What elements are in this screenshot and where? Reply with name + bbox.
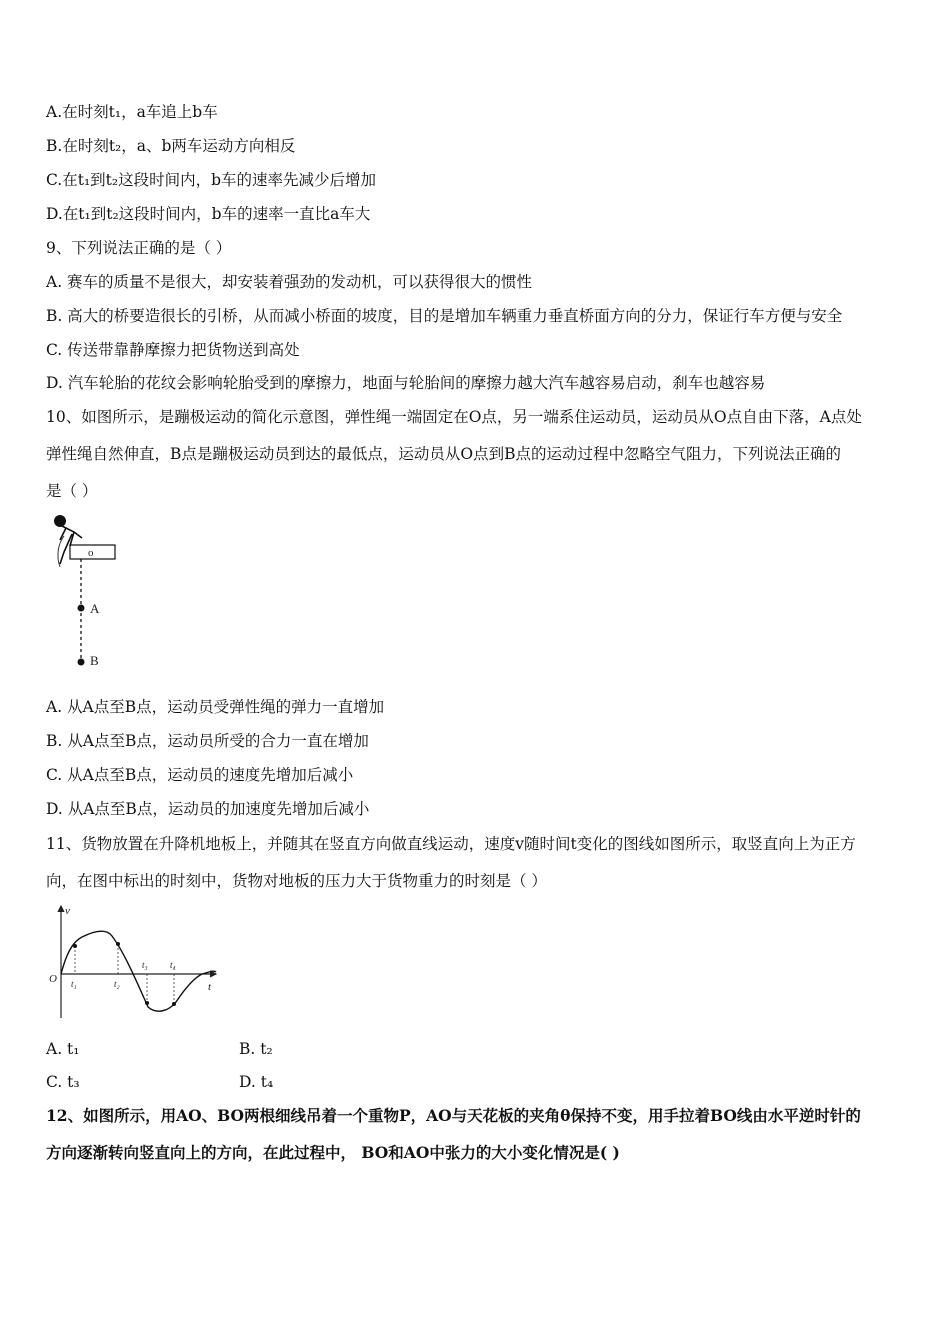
t1-point	[73, 944, 77, 948]
v-axis-label: v	[65, 905, 70, 917]
q10-stem-line-2: 弹性绳自然伸直，B点是蹦极运动员到达的最低点，运动员从O点到B点的运动过程中忽略空气阻力，下列说法正确的	[46, 445, 841, 463]
q9-option-d: D. 汽车轮胎的花纹会影响轮胎受到的摩擦力，地面与轮胎间的摩擦力越大汽车越容易启动，刹车也越容易	[46, 374, 766, 392]
q9-option-c: C. 传送带靠静摩擦力把货物送到高处	[46, 341, 300, 359]
origin-label: O	[49, 973, 57, 985]
point-b	[78, 659, 85, 666]
q9-stem: 9、下列说法正确的是（ ）	[46, 239, 232, 257]
bungee-figure	[50, 512, 130, 672]
velocity-curve	[61, 931, 216, 1011]
q11-stem-line-2: 向，在图中标出的时刻中，货物对地板的压力大于货物重力的时刻是（ ）	[46, 872, 547, 890]
q8-option-c: C.在t₁到t₂这段时间内，b车的速率先减少后增加	[46, 171, 377, 189]
q11-option-c: C. t₃	[46, 1073, 80, 1091]
label-o: o	[88, 547, 94, 559]
tick-t2: t₂	[114, 979, 120, 989]
q9-option-b: B. 高大的桥要造很长的引桥，从而减小桥面的坡度，目的是增加车辆重力垂直桥面方向的分力，保证行车方便与安全	[46, 307, 843, 325]
t3-point	[145, 1001, 149, 1005]
label-b: B	[90, 653, 99, 668]
q10-option-c: C. 从A点至B点，运动员的速度先增加后减小	[46, 766, 354, 784]
q11-stem-line-1: 11、货物放置在升降机地板上，并随其在竖直方向做直线运动，速度v随时间t变化的图线如图所示，取竖直向上为正方	[46, 835, 856, 853]
tick-t3: t₃	[142, 960, 148, 970]
velocity-time-graph	[44, 900, 224, 1025]
point-a	[78, 605, 85, 612]
q8-option-b: B.在时刻t₂，a、b两车运动方向相反	[46, 137, 296, 155]
q11-option-a: A. t₁	[46, 1040, 80, 1058]
q8-option-d: D.在t₁到t₂这段时间内，b车的速率一直比a车大	[46, 205, 371, 223]
q11-option-d: D. t₄	[239, 1073, 274, 1091]
q10-stem-line-1: 10、如图所示，是蹦极运动的简化示意图，弹性绳一端固定在O点，另一端系住运动员，运动员从O点自由下落，A点处	[46, 408, 862, 426]
tick-t1: t₁	[71, 979, 77, 989]
q8-option-a: A.在时刻t₁，a车追上b车	[46, 103, 218, 121]
q12-stem-line-1: 12、如图所示，用AO、BO两根细线吊着一个重物P，AO与天花板的夹角θ保持不变，用手拉着BO线由水平逆时针的	[46, 1106, 861, 1125]
jumper-head	[54, 515, 66, 527]
t2-point	[116, 942, 120, 946]
q11-option-b: B. t₂	[239, 1040, 273, 1058]
label-a: A	[90, 601, 100, 616]
q10-option-d: D. 从A点至B点，运动员的加速度先增加后减小	[46, 800, 370, 818]
t-axis-label: t	[208, 981, 212, 993]
t4-point	[172, 1002, 176, 1006]
q10-stem-line-3: 是（ ）	[46, 482, 98, 500]
q10-option-a: A. 从A点至B点，运动员受弹性绳的弹力一直增加	[46, 698, 385, 716]
q9-option-a: A. 赛车的质量不是很大，却安装着强劲的发动机，可以获得很大的惯性	[46, 273, 533, 291]
tick-t4: t₄	[170, 960, 176, 970]
q10-option-b: B. 从A点至B点，运动员所受的合力一直在增加	[46, 732, 369, 750]
q12-stem-line-2: 方向逐渐转向竖直向上的方向，在此过程中， BO和AO中张力的大小变化情况是( )	[46, 1143, 620, 1162]
